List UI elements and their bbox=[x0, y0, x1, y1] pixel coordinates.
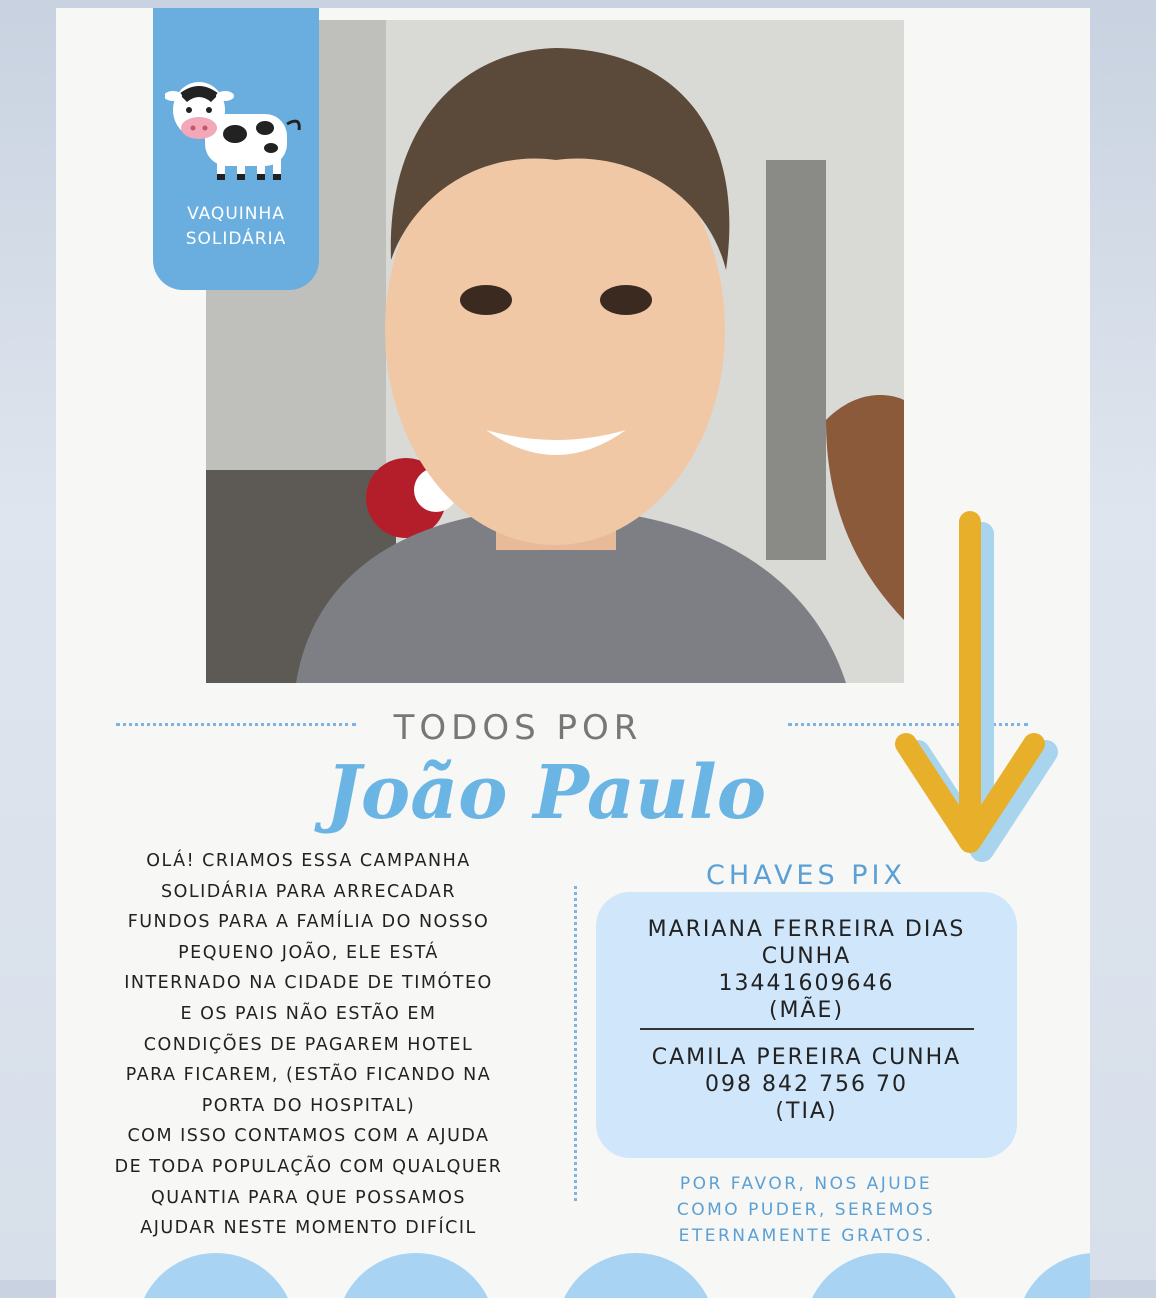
story-line: CONDIÇÕES DE PAGAREM HOTEL bbox=[143, 1034, 474, 1055]
story-line: FUNDOS PARA A FAMÍLIA DO NOSSO bbox=[127, 912, 490, 933]
contact2-name: CAMILA PEREIRA CUNHA bbox=[651, 1045, 962, 1070]
story-line: OLÁ! CRIAMOS ESSA CAMPANHA bbox=[146, 851, 471, 871]
campaign-story bbox=[86, 846, 531, 1244]
thanks-message bbox=[646, 1171, 966, 1249]
thanks-line: COMO PUDER, SEREMOS bbox=[676, 1200, 936, 1220]
child-name-title: João Paulo bbox=[325, 750, 767, 836]
badge-label: VAQUINHA SOLIDÁRIA bbox=[185, 204, 287, 249]
decor-circle bbox=[136, 1253, 296, 1298]
contact1-name: MARIANA FERREIRA DIAS bbox=[647, 917, 966, 942]
thanks-line: ETERNAMENTE GRATOS. bbox=[678, 1226, 934, 1246]
todos-por-heading: TODOS POR bbox=[393, 708, 643, 748]
story-line: QUANTIA PARA QUE POSSAMOS bbox=[151, 1187, 466, 1208]
decor-circle bbox=[556, 1253, 716, 1298]
contact1-role: (MÃE) bbox=[768, 998, 845, 1023]
pix-title: CHAVES PIX bbox=[706, 860, 906, 891]
pix-keys-box bbox=[596, 892, 1017, 1158]
vertical-divider bbox=[574, 886, 577, 1201]
story-line: PEQUENO JOÃO, ELE ESTÁ bbox=[178, 942, 439, 963]
story-line: PARA FICAREM, (ESTÃO FICANDO NA bbox=[125, 1065, 492, 1086]
contact1-pix-key: 13441609646 bbox=[718, 971, 895, 996]
contact2-role: (TIA) bbox=[775, 1099, 838, 1124]
cow-icon bbox=[165, 76, 307, 188]
story-line: INTERNADO NA CIDADE DE TIMÓTEO bbox=[124, 973, 493, 994]
decor-circle bbox=[804, 1253, 964, 1298]
decor-circle bbox=[336, 1253, 496, 1298]
story-line: COM ISSO CONTAMOS COM A AJUDA bbox=[127, 1126, 490, 1147]
contact1-name-cont: CUNHA bbox=[761, 944, 852, 969]
story-line: PORTA DO HOSPITAL) bbox=[201, 1095, 416, 1116]
story-line: AJUDAR NESTE MOMENTO DIFÍCIL bbox=[140, 1218, 477, 1239]
decor-circle bbox=[1016, 1253, 1090, 1298]
contact2-pix-key: 098 842 756 70 bbox=[705, 1072, 908, 1097]
down-arrow-icon bbox=[880, 508, 1080, 868]
story-line: DE TODA POPULAÇÃO COM QUALQUER bbox=[114, 1156, 503, 1177]
story-line: SOLIDÁRIA PARA ARRECADAR bbox=[160, 881, 456, 902]
contact-separator bbox=[640, 1028, 974, 1044]
vaquinha-badge bbox=[153, 8, 319, 290]
story-line: E OS PAIS NÃO ESTÃO EM bbox=[180, 1003, 437, 1024]
thanks-line: POR FAVOR, NOS AJUDE bbox=[679, 1174, 933, 1194]
